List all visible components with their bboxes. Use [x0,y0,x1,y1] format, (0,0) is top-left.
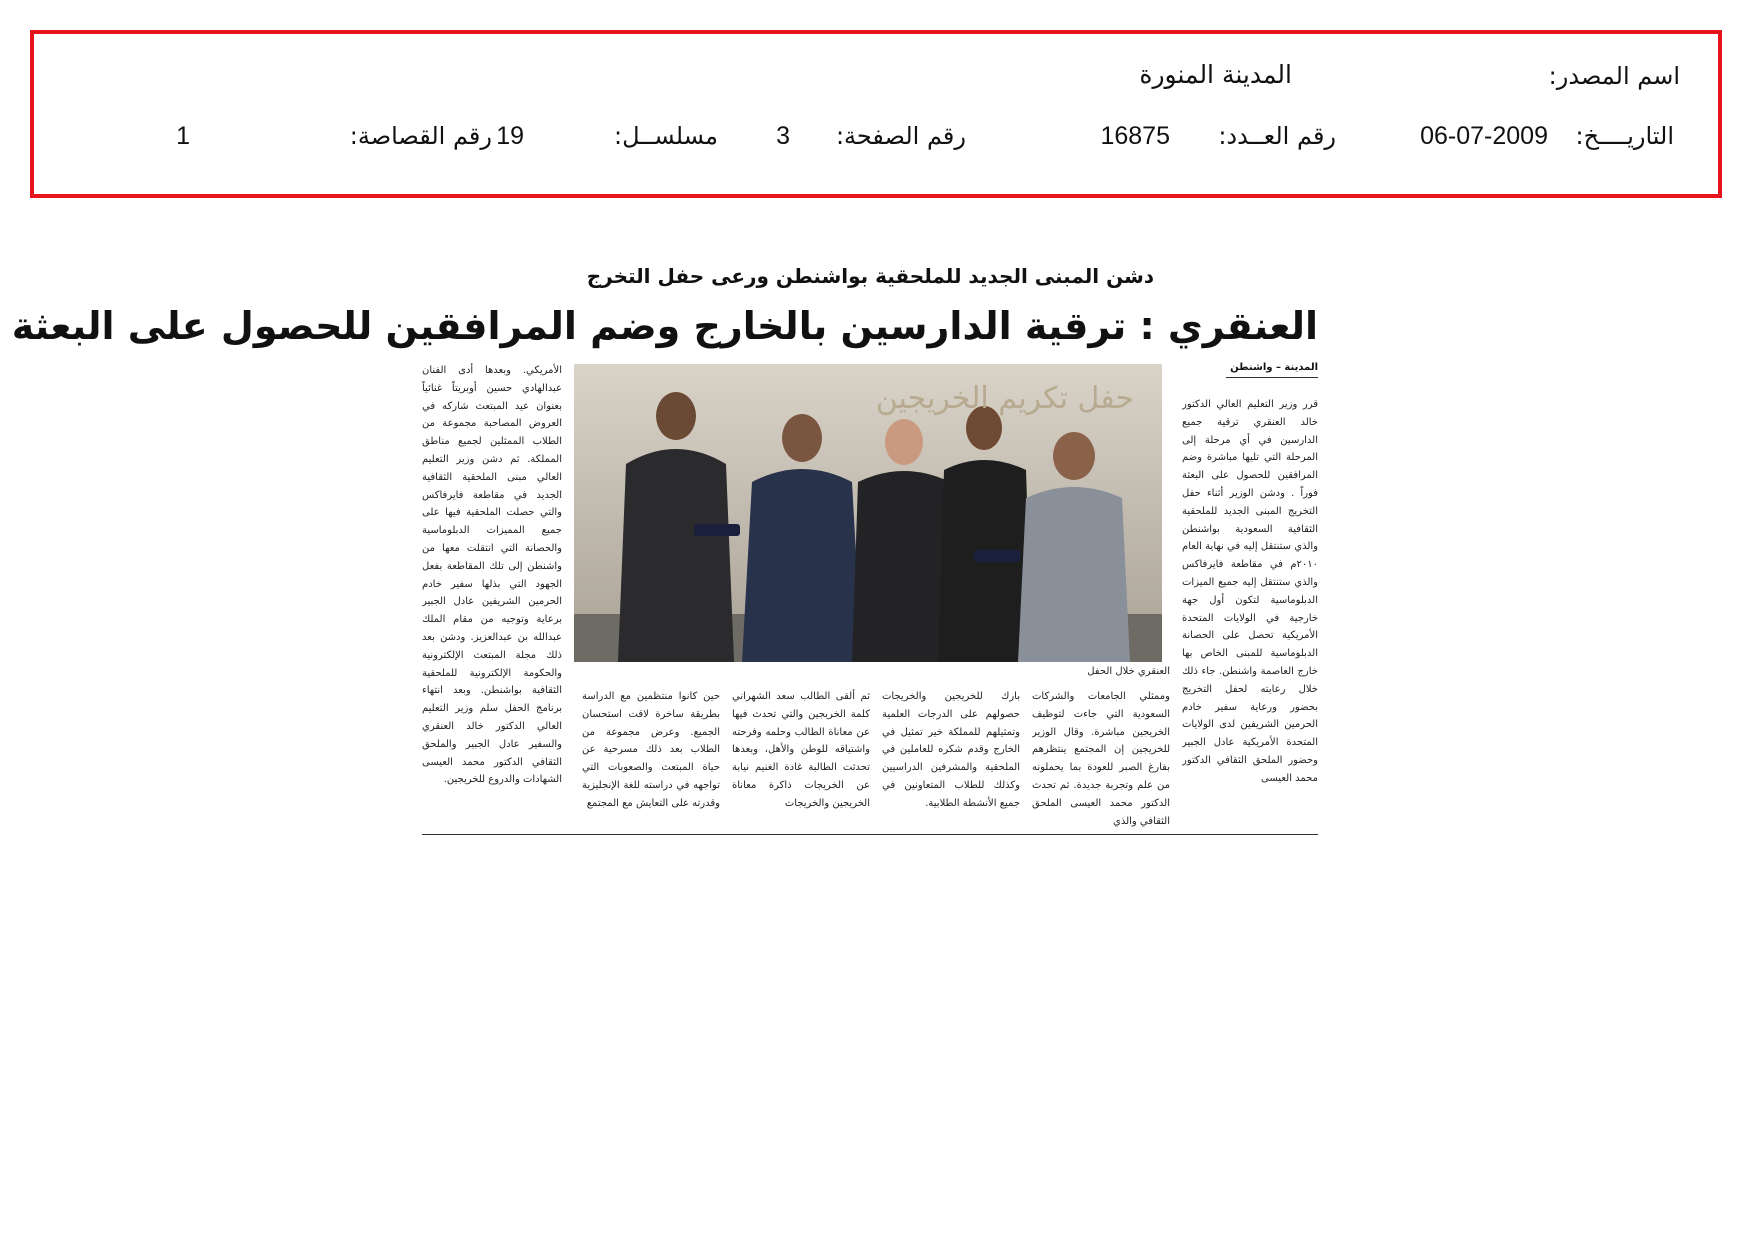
article-column-6: الأمريكي. وبعدها أدى الفنان عبدالهادي حسين أوبريتاً غنائياً بعنوان عيد المبتعث شاركه في العروض المصاحبة مجموعة من الطلاب الممثلين لجميع مناطق المملكة. ثم دشن وزير التعليم العالي مبنى الملحقية الثقافية الجديد في مقاطعة فايرفاكس والتي حصلت الملحقية فيها على جميع المميزات الدبلوماسية والحصانة التي انتقلت معها من واشنطن إلى تلك المقاطعة بفعل الجهود التي بذلها سفير خادم الحرمين الشريفين عادل الجبير برعاية وتوجيه من مقام الملك عبدالله بن عبدالعزيز. ودشن بعد ذلك مجلة المبتعث الإلكترونية والحكومة الإلكترونية للملحقية الثقافية بواشنطن. وبعد انتهاء برنامج الحفل سلم وزير التعليم العالي الدكتور خالد العنقري والسفير عادل الجبير والملحق الثقافي الدكتور محمد العيسى الشهادات والدروع للخريجين. [422,365,562,786]
ceremony-photo [574,364,1162,662]
article-byline: المدينة – واشنطن [1226,362,1318,378]
clipping-metadata-box [30,30,1722,198]
photo-banner-text: حفل تكريم الخريجين [875,381,1134,416]
source-label: اسم المصدر: [1548,62,1680,90]
article-column-1: قرر وزير التعليم العالي الدكتور خالد العنقري ترقية جميع الدارسين في أي مرحلة إلى المرحلة التي تليها مباشرة وضم المرافقين للحصول على البعثة فوراً . ودشن الوزير أثناء حفل التخريج المبنى الجديد للملحقية الثقافية السعودية بواشنطن والذي ستنتقل إليه في نهاية العام ٢٠١٠م في مقاطعة فايرفاكس والذي ستنتقل إليه جميع الميزات الدبلوماسية لتكون أول جهة خارجية في الولايات المتحدة الأمريكية تحصل على الحصانة الدبلوماسية للمبنى الخاص بها خارج العاصمة واشنطن. جاء ذلك خلال رعايته لحفل التخريج بحضور ورعاية سفير خادم الحرمين الشريفين لدى الولايات المتحدة الأمريكية عادل الجبير وحضور الملحق الثقافي الدكتور محمد العيسى [1182,399,1318,784]
page-value: 3 [776,122,790,150]
article-column-4: ثم ألقى الطالب سعد الشهراني كلمة الخريجين والتي تحدث فيها عن معاناة الطالب وحلمه وفرحته واشتياقه للوطن والأهل، وبعدها تحدثت الطالبة غادة الغنيم نيابة عن الخريجات ذاكرة معاناة الخريجين والخريجات [732,691,870,809]
source-value: المدينة المنورة [1139,60,1292,89]
article-headline: العنقري : ترقية الدارسين بالخارج وضم المرافقين للحصول على البعثة [11,304,1318,348]
article-column-5: حين كانوا منتظمين مع الدراسة بطريقة ساخرة لاقت استحسان الجميع. وعرض مجموعة من الطلاب بعد ذلك مسرحية عن حياة المبتعث والصعوبات التي تواجهه في دراسته للغة الإنجليزية وقدرته على التعايش مع المجتمع [582,691,720,809]
date-label: التاريــــخ: [1575,122,1674,150]
date-value: 06-07-2009 [1420,122,1548,150]
article-column-2: وممثلي الجامعات والشركات السعودية التي جاءت لتوظيف الخريجين مباشرة. وقال الوزير للخريجين إن المجتمع ينتظرهم بفارغ الصبر للعودة بما يحملونه من علم وتجربة جديدة. ثم تحدث الدكتور محمد العيسى الملحق الثقافي والذي [1032,691,1170,827]
clip-number-value: 1 [176,122,190,150]
serial-value: 19 [496,122,524,150]
ceremony-photo-image [574,364,1162,662]
photo-caption: العنقري خلال الحفل [1087,666,1170,677]
article-kicker: دشن المبنى الجديد للملحقية بواشنطن ورعى حفل التخرج [586,264,1154,288]
article-bottom-rule [422,834,1318,835]
newspaper-clipping [11,256,1322,840]
issue-label: رقم العــدد: [1218,122,1336,150]
clip-number-label: رقم القصاصة: [349,122,492,150]
serial-label: مسلســل: [614,122,718,150]
page-label: رقم الصفحة: [835,122,966,150]
issue-value: 16875 [1100,122,1170,150]
article-column-3: بارك للخريجين والخريجات حصولهم على الدرجات العلمية وتمثيلهم للمملكة خير تمثيل في الخارج وقدم شكره للعاملين في الملحقية والمشرفين الدراسيين وكذلك للطلاب المتعاونين في جميع الأنشطة الطلابية. [882,691,1020,809]
